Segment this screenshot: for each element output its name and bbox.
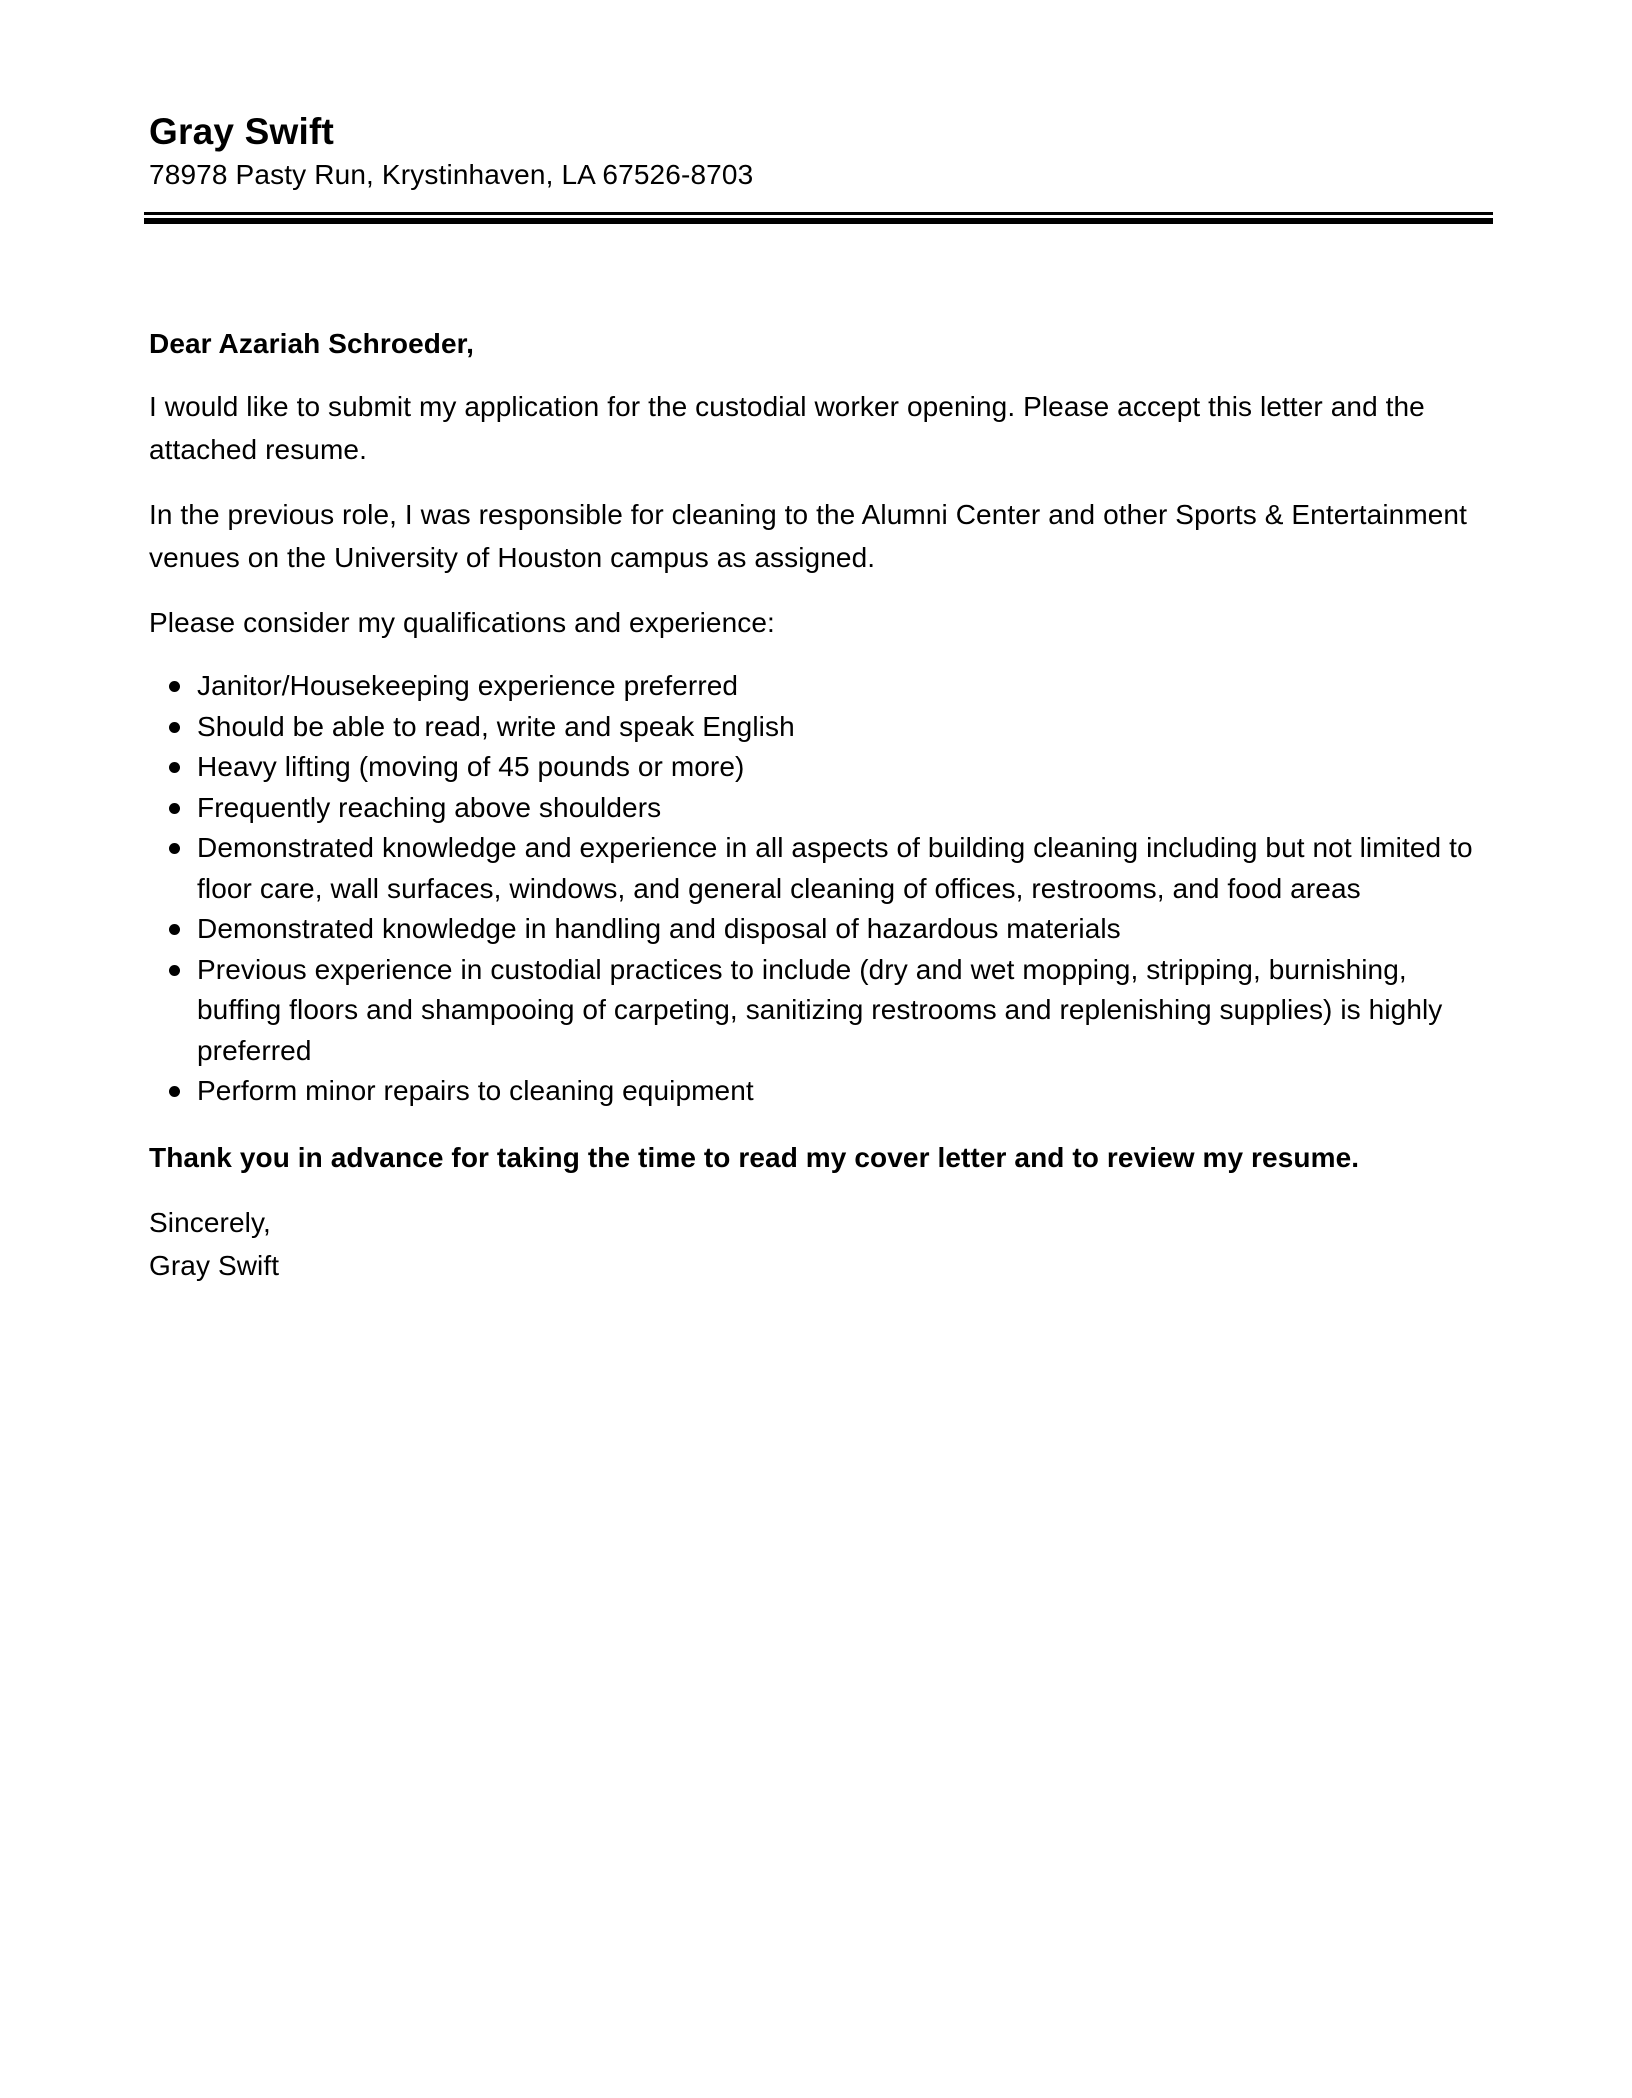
list-item [149,1071,1494,1112]
qualifications-list [149,666,1494,1112]
list-item [149,828,1494,909]
list-item-text: Frequently reaching above shoulders [197,791,662,823]
bullet-icon [169,1086,180,1097]
list-item [149,950,1494,1072]
letter-header [149,108,1489,194]
list-item-text: Previous experience in custodial practices to include (dry and wet mopping, stripping, burnishing, buffing floors and shampooing of carpeting, sanitizing restrooms and replenishing supplies) is highly preferred [197,953,1443,1066]
bullet-icon [169,803,180,814]
signoff-block [149,1201,1494,1287]
intro-paragraph: I would like to submit my application for the custodial worker opening. Please accept this letter and the attached resume. [149,391,1425,465]
signature-name: Gray Swift [149,1249,280,1281]
list-item-text: Demonstrated knowledge in handling and disposal of hazardous materials [197,913,1121,944]
signoff: Sincerely, [149,1206,271,1238]
closing-statement: Thank you in advance for taking the time to read my cover letter and to review my resume. [149,1141,1360,1173]
divider-thick-line [144,218,1493,224]
divider-thin-line [144,212,1493,215]
qualifications-intro: Please consider my qualifications and experience: [149,607,775,638]
experience-paragraph: In the previous role, I was responsible for cleaning to the Alumni Center and other Sports & Entertainment venues on the University of Houston campus as assigned. [149,499,1467,573]
header-divider [144,212,1493,224]
bullet-icon [169,843,180,854]
bullet-icon [169,681,180,692]
bullet-icon [169,965,180,976]
sender-name: Gray Swift [149,111,334,152]
list-item [149,707,1494,748]
letter-body [149,322,1494,1309]
list-item-text: Heavy lifting (moving of 45 pounds or more) [197,751,745,782]
bullet-icon [169,924,180,935]
bullet-icon [169,722,180,733]
sender-address: 78978 Pasty Run, Krystinhaven, LA 67526-8703 [149,159,754,190]
list-item-text: Demonstrated knowledge and experience in all aspects of building cleaning including but not limited to floor care, wall surfaces, windows, and general cleaning of offices, restrooms, and food areas [197,832,1473,904]
list-item [149,747,1494,788]
list-item [149,666,1494,707]
bullet-icon [169,762,180,773]
list-item [149,909,1494,950]
salutation: Dear Azariah Schroeder, [149,328,474,359]
list-item-text: Janitor/Housekeeping experience preferred [197,670,739,701]
list-item-text: Should be able to read, write and speak English [197,710,795,742]
list-item [149,788,1494,829]
list-item-text: Perform minor repairs to cleaning equipment [197,1075,754,1106]
